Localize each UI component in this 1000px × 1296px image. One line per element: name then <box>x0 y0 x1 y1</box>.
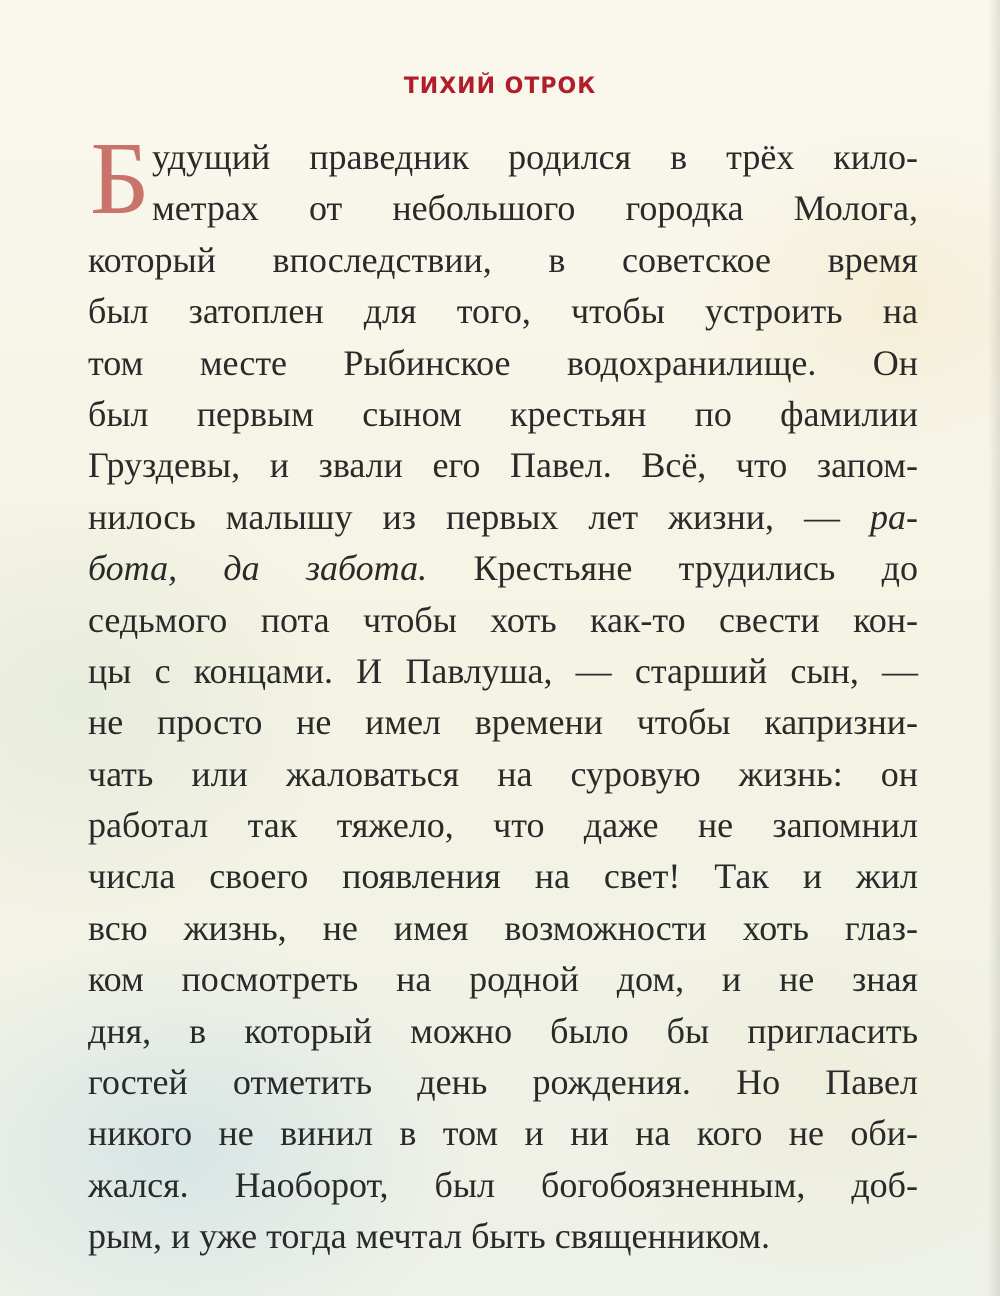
text-line <box>88 492 918 543</box>
text-line: был первым сыном крестьян по фамилии <box>88 393 918 434</box>
text-line: дня, в который можно было бы пригласить <box>88 1010 918 1051</box>
text-line: том месте Рыбинское водохранилище. Он <box>88 342 918 383</box>
text-line: жался. Наоборот, был богобоязненным, доб- <box>88 1164 918 1205</box>
italic-phrase: бота, да забота. <box>88 548 428 589</box>
italic-phrase: ра- <box>870 496 919 537</box>
text-segment: нилось малышу из первых лет жизни, — <box>88 496 840 537</box>
text-line: Груздевы, и звали его Павел. Всё, что запом- <box>88 445 918 486</box>
text-line: гостей отметить день рождения. Но Павел <box>88 1062 918 1103</box>
text-line: чать или жаловаться на суровую жизнь: он <box>88 753 918 794</box>
text-line: числа своего появления на свет! Так и жил <box>88 856 918 897</box>
text-line: был затоплен для того, чтобы устроить на <box>88 291 918 332</box>
body-text <box>88 121 919 1263</box>
drop-cap: Б <box>90 121 150 236</box>
text-line: не просто не имел времени чтобы капризни- <box>88 702 918 743</box>
text-line: ком посмотреть на родной дом, и не зная <box>88 959 918 1000</box>
text-segment: Крестьяне трудились до <box>473 548 918 589</box>
text-line: цы с концами. И Павлуша, — старший сын, — <box>88 650 918 691</box>
text-line: метрах от небольшого городка Молога, <box>152 188 918 229</box>
page-edge-shadow <box>988 0 1000 1296</box>
chapter-title: ТИХИЙ ОТРОК <box>403 74 597 99</box>
text-line: всю жизнь, не имея возможности хоть глаз- <box>88 907 918 948</box>
text-line: который впоследствии, в советское время <box>88 239 918 280</box>
text-line: работал так тяжело, что даже не запомнил <box>88 805 918 846</box>
text-line <box>88 543 918 594</box>
text-line: седьмого пота чтобы хоть как-то свести кон- <box>88 599 918 640</box>
text-line: рым, и уже тогда мечтал быть священником. <box>88 1216 771 1257</box>
text-line: никого не винил в том и ни на кого не оби- <box>88 1113 918 1154</box>
text-line: удущий праведник родился в трёх кило- <box>152 137 918 177</box>
